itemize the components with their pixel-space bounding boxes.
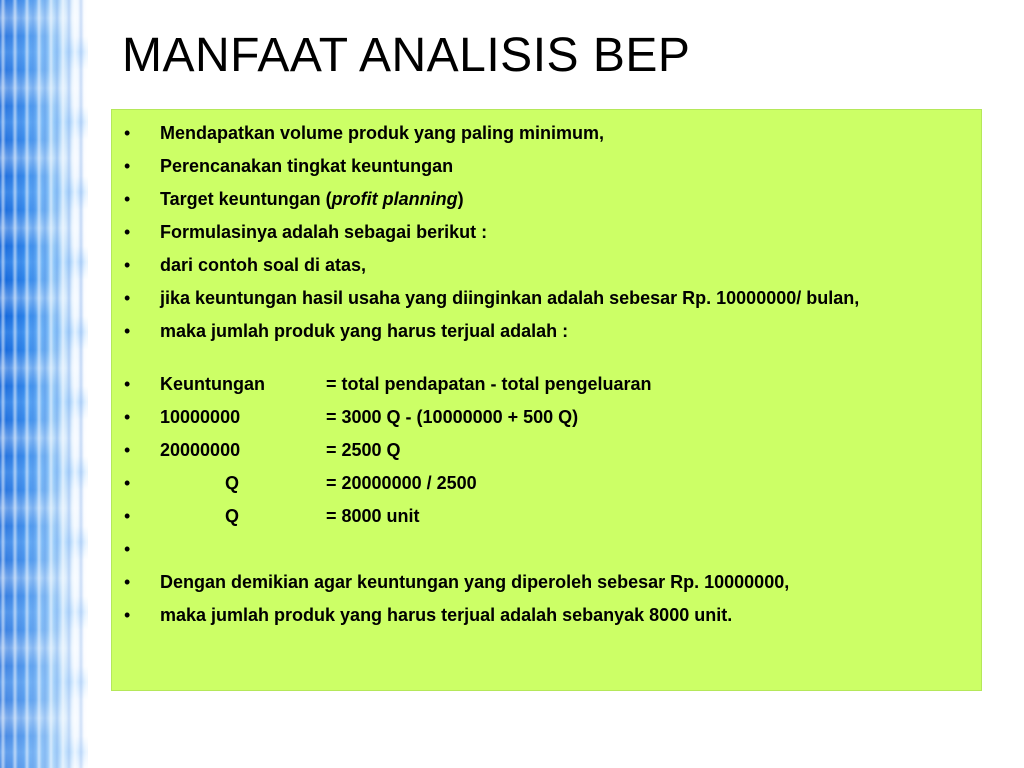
spacer — [112, 353, 981, 373]
bullet-text — [160, 373, 961, 395]
bullet-text-suffix: ) — [457, 189, 464, 209]
formula-right: = 2500 Q — [326, 440, 401, 460]
bullet-text: maka jumlah produk yang harus terjual adalah sebanyak 8000 unit. — [160, 605, 733, 625]
formula-right: = total pendapatan - total pengeluaran — [326, 374, 652, 394]
list-item — [112, 188, 981, 210]
bullet-icon: • — [124, 539, 131, 559]
empty-bullet-row — [112, 538, 981, 560]
bullet-icon: • — [124, 222, 131, 242]
slide-title: MANFAAT ANALISIS BEP — [122, 29, 691, 82]
bullet-icon: • — [124, 288, 131, 308]
bullet-text: Formulasinya adalah sebagai berikut : — [160, 222, 488, 242]
bullet-text-prefix: Target keuntungan ( — [160, 189, 332, 209]
formula-row — [112, 406, 981, 428]
bullet-text: Mendapatkan volume produk yang paling minimum, — [160, 123, 605, 143]
list-item — [112, 287, 981, 309]
bullet-text — [160, 439, 961, 461]
formula-left: Q — [225, 473, 240, 493]
bullet-icon: • — [124, 407, 131, 427]
list-item — [112, 122, 981, 144]
formula-row — [112, 505, 981, 527]
bullet-icon: • — [124, 255, 131, 275]
bullet-list — [112, 122, 981, 637]
bullet-icon: • — [124, 374, 131, 394]
bullet-text: Dengan demikian agar keuntungan yang diperoleh sebesar Rp. 10000000, — [160, 572, 790, 592]
bullet-text — [160, 188, 961, 210]
formula-right: = 8000 unit — [326, 506, 420, 526]
bullet-icon: • — [124, 321, 131, 341]
bullet-text — [160, 538, 961, 560]
list-item — [112, 254, 981, 276]
formula-left: 10000000 — [160, 407, 241, 427]
bullet-icon: • — [124, 440, 131, 460]
bullet-icon: • — [124, 572, 131, 592]
list-item — [112, 320, 981, 342]
decorative-blue-band — [0, 0, 88, 768]
formula-left: 20000000 — [160, 440, 241, 460]
formula-right: = 20000000 / 2500 — [326, 473, 477, 493]
formula-right: = 3000 Q - (10000000 + 500 Q) — [326, 407, 579, 427]
bullet-icon: • — [124, 605, 131, 625]
bullet-text-italic: profit planning — [331, 189, 458, 209]
formula-left: Q — [225, 506, 240, 526]
bullet-icon: • — [124, 473, 131, 493]
list-item — [112, 604, 981, 626]
bullet-text — [160, 505, 961, 527]
formula-row — [112, 373, 981, 395]
formula-row — [112, 472, 981, 494]
bullet-text: dari contoh soal di atas, — [160, 255, 367, 275]
formula-left: Keuntungan — [160, 374, 265, 394]
content-box — [111, 109, 982, 691]
bullet-text: jika keuntungan hasil usaha yang diinginkan adalah sebesar Rp. 10000000/ bulan, — [160, 288, 860, 308]
bullet-icon: • — [124, 189, 131, 209]
bullet-text — [160, 406, 961, 428]
list-item — [112, 155, 981, 177]
list-item — [112, 571, 981, 593]
bullet-text: maka jumlah produk yang harus terjual adalah : — [160, 321, 569, 341]
bullet-text — [160, 472, 961, 494]
bullet-icon: • — [124, 123, 131, 143]
bullet-icon: • — [124, 506, 131, 526]
formula-row — [112, 439, 981, 461]
list-item — [112, 221, 981, 243]
bullet-text: Perencanakan tingkat keuntungan — [160, 156, 454, 176]
bullet-icon: • — [124, 156, 131, 176]
